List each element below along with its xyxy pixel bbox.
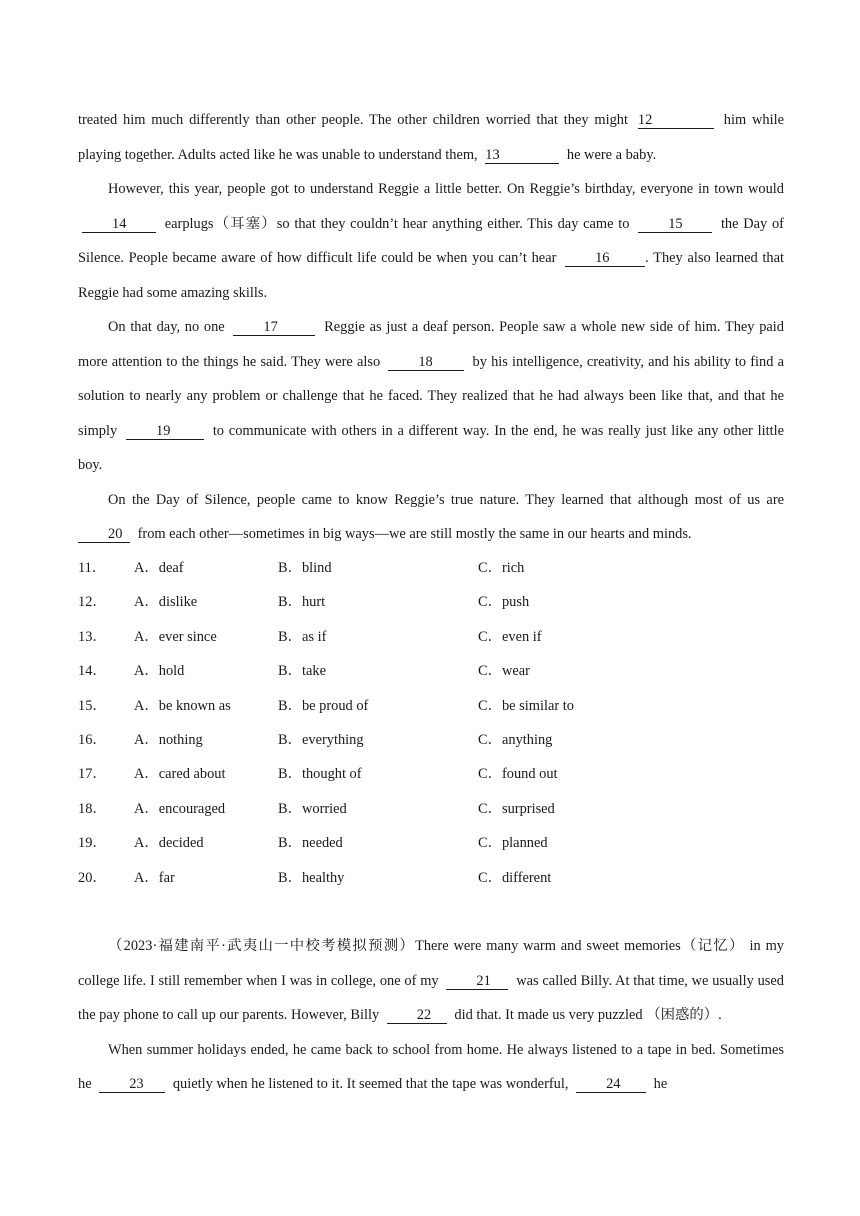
question-number: 15．	[78, 697, 107, 714]
text: Reggie as just a deaf person. People saw a whole new side of him. They paid more attention to the things he said. They were also	[78, 319, 784, 370]
paragraph-3	[78, 310, 784, 483]
option-b: B．hurt	[278, 594, 326, 611]
question-14	[78, 654, 784, 688]
text: him while playing together. Adults acted like he was unable to understand them,	[78, 112, 784, 163]
option-a: A．far	[134, 869, 175, 886]
option-a: A．deaf	[134, 560, 184, 576]
option-c: C．different	[478, 869, 552, 886]
text: did that. It made us very puzzled （困惑的）.	[454, 1007, 722, 1023]
blank-21: 21	[446, 974, 508, 990]
option-a: A．hold	[134, 663, 185, 680]
question-18	[78, 792, 784, 826]
option-a: A．decided	[134, 835, 204, 852]
option-c: C．rich	[478, 560, 525, 576]
text: was called Billy. At that time, we usually used the pay phone to call up our parents. However, Billy	[78, 972, 784, 1023]
blank-14: 14	[82, 217, 156, 233]
question-12	[78, 585, 784, 619]
question-number: 17．	[78, 766, 107, 783]
option-c: C．even if	[478, 628, 542, 645]
option-c: C．push	[478, 594, 530, 611]
text: to communicate with others in a different way. In the end, he was really just like any other little boy.	[78, 422, 784, 473]
paragraph-1	[78, 103, 784, 172]
option-b: B．as if	[278, 628, 327, 645]
blank-13: 13	[485, 148, 559, 164]
question-number: 18．	[78, 800, 107, 817]
paragraph-5	[78, 929, 784, 1033]
blank-24: 24	[576, 1077, 646, 1093]
blank-19: 19	[126, 424, 204, 440]
question-number: 20．	[78, 869, 107, 886]
passage-one	[78, 103, 784, 552]
blank-18: 18	[388, 355, 464, 371]
paragraph-4	[78, 483, 784, 552]
passage-two	[78, 929, 784, 1102]
option-a: A．dislike	[134, 594, 198, 611]
option-b: B．be proud of	[278, 697, 369, 714]
question-16	[78, 723, 784, 757]
text: he were a baby.	[566, 146, 657, 163]
blank-23: 23	[99, 1077, 165, 1093]
question-15	[78, 689, 784, 723]
option-a: A．be known as	[134, 697, 231, 714]
option-a: A．encouraged	[134, 800, 226, 817]
paragraph-2	[78, 172, 784, 310]
text: quietly when he listened to it. It seemed that the tape was wonderful,	[172, 1076, 569, 1092]
text: treated him much differently than other people. The other children worried that they might	[78, 112, 629, 128]
question-11	[78, 551, 784, 585]
question-number: 11．	[78, 560, 107, 576]
option-a: A．ever since	[134, 628, 217, 645]
question-number: 16．	[78, 731, 107, 748]
question-number: 19．	[78, 835, 107, 852]
option-b: B．blind	[278, 560, 332, 576]
question-number: 12．	[78, 594, 107, 611]
option-c: C．anything	[478, 731, 553, 748]
question-number: 13．	[78, 628, 107, 645]
question-19	[78, 826, 784, 860]
text: by his intelligence, creativity, and his ability to find a solution to nearly any problem or challenge that he faced. They realized that he had always been like that, and that he simply	[78, 353, 784, 439]
question-13	[78, 620, 784, 654]
blank-20: 20	[78, 527, 130, 543]
option-c: C．be similar to	[478, 697, 574, 714]
option-c: C．wear	[478, 663, 530, 680]
text: earplugs（耳塞）so that they couldn’t hear anything either. This day came to	[164, 215, 630, 232]
blank-16: 16	[565, 251, 645, 267]
question-number: 14．	[78, 663, 107, 680]
option-b: B．take	[278, 663, 326, 680]
text: When summer holidays ended, he came back to school from home. He always listened to a tape in bed. Sometimes he	[78, 1041, 784, 1092]
option-c: C．found out	[478, 766, 558, 783]
option-b: B．healthy	[278, 869, 345, 886]
question-17	[78, 757, 784, 791]
text: . They also learned that Reggie had some amazing skills.	[78, 250, 784, 301]
option-b: B．worried	[278, 800, 347, 817]
option-c: C．surprised	[478, 800, 555, 817]
text: On the Day of Silence, people came to know Reggie’s true nature. They learned that although most of us are	[108, 491, 784, 508]
option-b: B．everything	[278, 731, 364, 748]
blank-12: 12	[638, 113, 714, 129]
blank-17: 17	[233, 320, 315, 336]
text: he	[653, 1076, 668, 1092]
option-a: A．nothing	[134, 731, 203, 748]
text: On that day, no one	[108, 319, 225, 335]
option-c: C．planned	[478, 835, 548, 852]
option-b: B．thought of	[278, 766, 362, 783]
text: However, this year, people got to understand Reggie a little better. On Reggie’s birthday, everyone in town would	[108, 181, 784, 197]
blank-22: 22	[387, 1008, 447, 1024]
option-b: B．needed	[278, 835, 343, 852]
text: （2023·福建南平·武夷山一中校考模拟预测）There were many warm and sweet memories（记忆） in my college life. I still remember when I was in college, one of my	[78, 938, 784, 989]
blank-15: 15	[638, 217, 712, 233]
question-20	[78, 861, 784, 895]
text: from each other—sometimes in big ways—we are still mostly the same in our hearts and minds.	[137, 526, 692, 542]
answer-options	[78, 551, 784, 895]
option-a: A．cared about	[134, 766, 226, 783]
text: the Day of Silence. People became aware of how difficult life could be when you can’t hear	[78, 215, 784, 266]
paragraph-6	[78, 1033, 784, 1102]
